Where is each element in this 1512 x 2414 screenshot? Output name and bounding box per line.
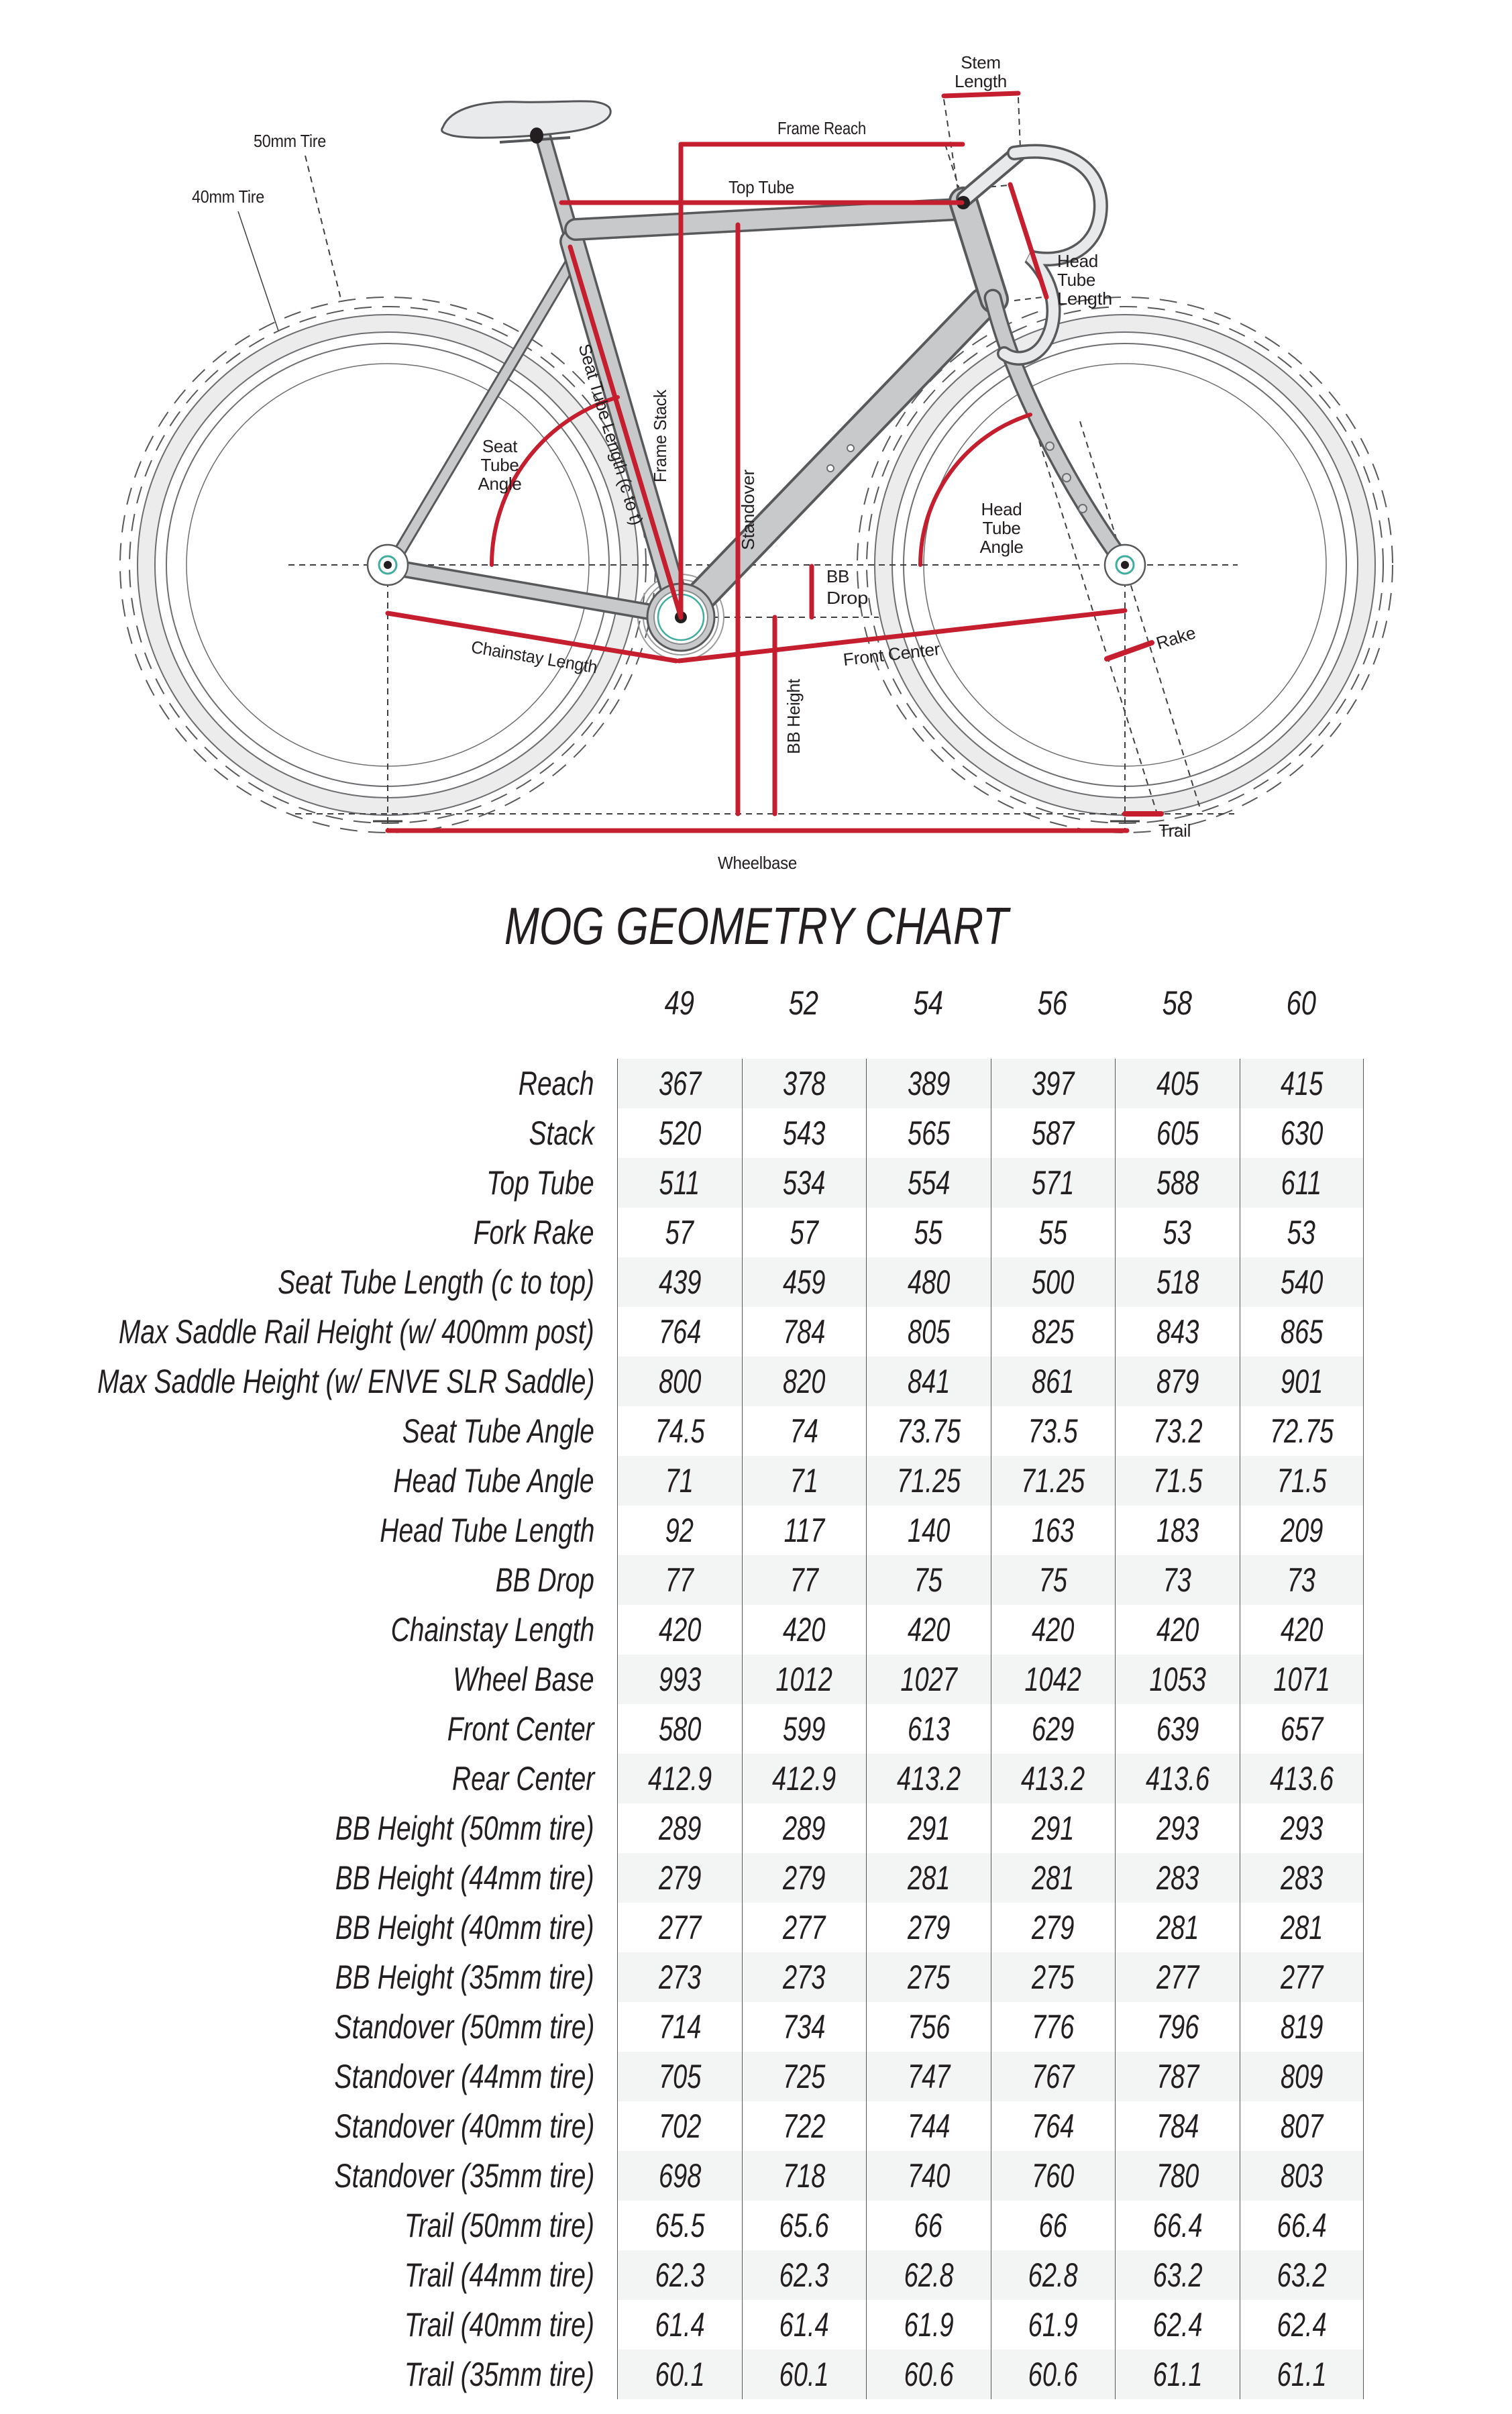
cell-value: 57: [742, 1208, 867, 1257]
table-row: [0, 1506, 1512, 1555]
cell-value: 289: [617, 1803, 742, 1853]
tire50-leader: [305, 156, 341, 301]
table-row: [0, 1406, 1512, 1456]
cell-value: 734: [742, 2002, 867, 2052]
cell-value: 63.2: [1115, 2250, 1240, 2300]
cell-value: 55: [991, 1208, 1116, 1257]
size-header: 49: [664, 984, 694, 1022]
cell-value: 776: [991, 2002, 1116, 2052]
cell-value: 639: [1115, 1704, 1240, 1754]
cell-value: 277: [742, 1903, 867, 1952]
cell-value: 291: [866, 1803, 991, 1853]
cell-value: 518: [1115, 1257, 1240, 1307]
cell-value: 62.3: [617, 2250, 742, 2300]
cell-value: 53: [1240, 1208, 1364, 1257]
cell-value: 275: [866, 1952, 991, 2002]
cell-value: 412.9: [742, 1754, 867, 1803]
cell-value: 511: [617, 1158, 742, 1208]
row-label: Max Saddle Height (w/ ENVE SLR Saddle): [97, 1363, 594, 1400]
table-row: [0, 1555, 1512, 1605]
table-row: [0, 2300, 1512, 2350]
cell-value: 787: [1115, 2052, 1240, 2101]
cell-value: 630: [1240, 1108, 1364, 1158]
tire40-leader: [238, 211, 278, 331]
cell-value: 275: [991, 1952, 1116, 2002]
cell-value: 66: [866, 2201, 991, 2250]
cell-value: 60.6: [991, 2350, 1116, 2399]
cell-value: 698: [617, 2151, 742, 2201]
size-header: 60: [1287, 984, 1317, 1022]
cell-value: 480: [866, 1257, 991, 1307]
cell-value: 819: [1240, 2002, 1364, 2052]
row-label: BB Height (44mm tire): [335, 1859, 594, 1897]
table-row: [0, 1059, 1512, 1108]
cell-value: 825: [991, 1307, 1116, 1357]
cell-value: 993: [617, 1655, 742, 1704]
cell-value: 367: [617, 1059, 742, 1108]
cell-value: 291: [991, 1803, 1116, 1853]
table-row: [0, 1952, 1512, 2002]
label-wheelbase: Wheelbase: [718, 853, 797, 873]
cell-value: 281: [1240, 1903, 1364, 1952]
cell-value: 279: [617, 1853, 742, 1903]
cell-value: 73.5: [991, 1406, 1116, 1456]
cell-value: 283: [1115, 1853, 1240, 1903]
rear-hub: [368, 545, 408, 585]
size-header: 54: [913, 984, 943, 1022]
table-row: [0, 1357, 1512, 1406]
cell-value: 744: [866, 2101, 991, 2151]
cell-value: 61.4: [617, 2300, 742, 2350]
row-label: Standover (35mm tire): [334, 2157, 594, 2195]
cell-value: 273: [617, 1952, 742, 2002]
size-header: 56: [1038, 984, 1068, 1022]
cell-value: 71.5: [1115, 1456, 1240, 1506]
cell-value: 277: [1115, 1952, 1240, 2002]
cell-value: 140: [866, 1506, 991, 1555]
row-label: Rear Center: [451, 1760, 594, 1797]
cell-value: 780: [1115, 2151, 1240, 2201]
cell-value: 293: [1240, 1803, 1364, 1853]
row-label: Trail (50mm tire): [404, 2207, 594, 2244]
table-row: [0, 1803, 1512, 1853]
cell-value: 73: [1115, 1555, 1240, 1605]
label-head-tube-angle-2: Tube: [982, 518, 1021, 538]
row-label: BB Height (50mm tire): [335, 1809, 594, 1847]
cell-value: 784: [1115, 2101, 1240, 2151]
cell-value: 62.8: [866, 2250, 991, 2300]
cell-value: 71.25: [991, 1456, 1116, 1506]
row-label: Seat Tube Length (c to top): [278, 1263, 594, 1301]
cell-value: 747: [866, 2052, 991, 2101]
cell-value: 718: [742, 2151, 867, 2201]
cell-value: 60.1: [742, 2350, 867, 2399]
cell-value: 420: [1240, 1605, 1364, 1655]
row-label: Trail (40mm tire): [404, 2306, 594, 2344]
cell-value: 71: [742, 1456, 867, 1506]
cell-value: 62.4: [1240, 2300, 1364, 2350]
cell-value: 571: [991, 1158, 1116, 1208]
cell-value: 73.2: [1115, 1406, 1240, 1456]
row-label: Head Tube Length: [379, 1512, 594, 1549]
cell-value: 611: [1240, 1158, 1364, 1208]
cell-value: 764: [617, 1307, 742, 1357]
label-head-tube-length-1: Head: [1057, 251, 1098, 271]
cell-value: 273: [742, 1952, 867, 2002]
saddle: [442, 101, 611, 138]
cell-value: 413.2: [991, 1754, 1116, 1803]
size-header: 58: [1162, 984, 1192, 1022]
cell-value: 405: [1115, 1059, 1240, 1108]
cell-value: 397: [991, 1059, 1116, 1108]
cell-value: 289: [742, 1803, 867, 1853]
cell-value: 66.4: [1115, 2201, 1240, 2250]
row-label: Chainstay Length: [390, 1611, 594, 1648]
cell-value: 57: [617, 1208, 742, 1257]
cell-value: 60.6: [866, 2350, 991, 2399]
label-stem-length-2: Length: [955, 71, 1007, 91]
cell-value: 74: [742, 1406, 867, 1456]
cell-value: 283: [1240, 1853, 1364, 1903]
bike-geometry-diagram: [0, 0, 1512, 896]
row-label: Wheel Base: [453, 1661, 594, 1698]
cell-value: 861: [991, 1357, 1116, 1406]
cell-value: 413.6: [1115, 1754, 1240, 1803]
label-front-center: Front Center: [842, 639, 940, 670]
table-row: [0, 1704, 1512, 1754]
table-row: [0, 1655, 1512, 1704]
cell-value: 73: [1240, 1555, 1364, 1605]
table-row: [0, 1903, 1512, 1952]
page-title: [0, 898, 1512, 954]
cell-value: 722: [742, 2101, 867, 2151]
cell-value: 75: [991, 1555, 1116, 1605]
cell-value: 807: [1240, 2101, 1364, 2151]
cell-value: 73.75: [866, 1406, 991, 1456]
label-rake: Rake: [1153, 622, 1198, 653]
label-chainstay-length: Chainstay Length: [470, 636, 604, 678]
row-label: Trail (35mm tire): [404, 2356, 594, 2393]
row-label: Standover (40mm tire): [334, 2107, 594, 2145]
label-stem-length: Stem: [961, 52, 1001, 72]
cell-value: 163: [991, 1506, 1116, 1555]
row-label: Standover (50mm tire): [334, 2008, 594, 2046]
cell-value: 71: [617, 1456, 742, 1506]
cell-value: 599: [742, 1704, 867, 1754]
cell-value: 92: [617, 1506, 742, 1555]
cell-value: 61.9: [866, 2300, 991, 2350]
cell-value: 809: [1240, 2052, 1364, 2101]
cell-value: 281: [1115, 1903, 1240, 1952]
cell-value: 61.9: [991, 2300, 1116, 2350]
diagram-labels: [192, 52, 1198, 873]
cell-value: 61.1: [1240, 2350, 1364, 2399]
cell-value: 293: [1115, 1803, 1240, 1853]
cell-value: 412.9: [617, 1754, 742, 1803]
cell-value: 117: [742, 1506, 867, 1555]
cell-value: 554: [866, 1158, 991, 1208]
cell-value: 55: [866, 1208, 991, 1257]
cell-value: 413.2: [866, 1754, 991, 1803]
cell-value: 725: [742, 2052, 867, 2101]
cell-value: 705: [617, 2052, 742, 2101]
cell-value: 420: [866, 1605, 991, 1655]
cell-value: 62.4: [1115, 2300, 1240, 2350]
cell-value: 420: [617, 1605, 742, 1655]
cell-value: 500: [991, 1257, 1116, 1307]
table-row: [0, 2052, 1512, 2101]
table-row: [0, 2350, 1512, 2399]
label-head-tube-angle-1: Head: [981, 499, 1022, 519]
cell-value: 796: [1115, 2002, 1240, 2052]
label-seat-tube-angle-2: Tube: [480, 455, 519, 475]
cell-value: 764: [991, 2101, 1116, 2151]
cell-value: 459: [742, 1257, 867, 1307]
cell-value: 1027: [866, 1655, 991, 1704]
cell-value: 413.6: [1240, 1754, 1364, 1803]
table-row: [0, 2250, 1512, 2300]
label-trail: Trail: [1158, 821, 1191, 841]
label-frame-stack: Frame Stack: [650, 385, 670, 482]
cell-value: 62.8: [991, 2250, 1116, 2300]
label-head-tube-length-3: Length: [1057, 288, 1112, 309]
cell-value: 580: [617, 1704, 742, 1754]
cell-value: 209: [1240, 1506, 1364, 1555]
label-top-tube: Top Tube: [728, 177, 794, 197]
cell-value: 420: [1115, 1605, 1240, 1655]
cell-value: 415: [1240, 1059, 1364, 1108]
cell-value: 279: [866, 1903, 991, 1952]
cell-value: 279: [991, 1903, 1116, 1952]
row-label: Stack: [529, 1114, 594, 1152]
cell-value: 843: [1115, 1307, 1240, 1357]
row-label: Head Tube Angle: [393, 1462, 594, 1500]
cell-value: 77: [617, 1555, 742, 1605]
row-label: Fork Rake: [474, 1214, 594, 1251]
table-row: [0, 1605, 1512, 1655]
size-header: 52: [789, 984, 819, 1022]
cell-value: 629: [991, 1704, 1116, 1754]
cell-value: 277: [617, 1903, 742, 1952]
row-label: Top Tube: [486, 1164, 594, 1202]
label-standover: Standover: [738, 472, 758, 550]
cell-value: 540: [1240, 1257, 1364, 1307]
cell-value: 66.4: [1240, 2201, 1364, 2250]
row-label: Max Saddle Rail Height (w/ 400mm post): [119, 1313, 594, 1351]
cell-value: 1053: [1115, 1655, 1240, 1704]
label-tire-40: 40mm Tire: [192, 187, 264, 207]
cell-value: 72.75: [1240, 1406, 1364, 1456]
cell-value: 587: [991, 1108, 1116, 1158]
cell-value: 279: [742, 1853, 867, 1903]
cell-value: 702: [617, 2101, 742, 2151]
cell-value: 784: [742, 1307, 867, 1357]
cell-value: 60.1: [617, 2350, 742, 2399]
cell-value: 71.25: [866, 1456, 991, 1506]
label-tire-50: 50mm Tire: [254, 131, 326, 151]
cell-value: 520: [617, 1108, 742, 1158]
geometry-table: [0, 1059, 1512, 2399]
cell-value: 714: [617, 2002, 742, 2052]
cell-value: 534: [742, 1158, 867, 1208]
cell-value: 1012: [742, 1655, 867, 1704]
cell-value: 820: [742, 1357, 867, 1406]
label-seat-tube-length: Seat Tube Length (c to t): [574, 341, 647, 527]
table-row: [0, 2151, 1512, 2201]
cell-value: 1042: [991, 1655, 1116, 1704]
cell-value: 65.5: [617, 2201, 742, 2250]
table-row: [0, 1853, 1512, 1903]
cell-value: 75: [866, 1555, 991, 1605]
label-frame-reach: Frame Reach: [777, 118, 866, 138]
label-head-tube-length-2: Tube: [1057, 270, 1096, 290]
cell-value: 605: [1115, 1108, 1240, 1158]
cell-value: 71.5: [1240, 1456, 1364, 1506]
row-label: Trail (44mm tire): [404, 2256, 594, 2294]
cell-value: 760: [991, 2151, 1116, 2201]
cell-value: 77: [742, 1555, 867, 1605]
cell-value: 281: [991, 1853, 1116, 1903]
cell-value: 803: [1240, 2151, 1364, 2201]
cell-value: 756: [866, 2002, 991, 2052]
cell-value: 800: [617, 1357, 742, 1406]
table-row: [0, 1307, 1512, 1357]
label-seat-tube-angle-3: Angle: [478, 474, 522, 494]
table-row: [0, 1257, 1512, 1307]
cell-value: 439: [617, 1257, 742, 1307]
table-row: [0, 1754, 1512, 1803]
cell-value: 61.1: [1115, 2350, 1240, 2399]
label-bb-height: BB Height: [784, 677, 804, 754]
cell-value: 767: [991, 2052, 1116, 2101]
row-label: BB Height (35mm tire): [335, 1958, 594, 1996]
label-bb-drop-2: Drop: [826, 588, 868, 608]
cell-value: 65.6: [742, 2201, 867, 2250]
cell-value: 901: [1240, 1357, 1364, 1406]
row-label: BB Height (40mm tire): [335, 1909, 594, 1946]
cell-value: 281: [866, 1853, 991, 1903]
cell-value: 389: [866, 1059, 991, 1108]
cell-value: 277: [1240, 1952, 1364, 2002]
label-seat-tube-angle-1: Seat: [482, 436, 518, 456]
table-row: [0, 2201, 1512, 2250]
row-label: BB Drop: [495, 1561, 594, 1599]
row-label: Standover (44mm tire): [334, 2058, 594, 2095]
cell-value: 183: [1115, 1506, 1240, 1555]
cell-value: 588: [1115, 1158, 1240, 1208]
table-row: [0, 1208, 1512, 1257]
row-label: Front Center: [447, 1710, 594, 1748]
table-row: [0, 1158, 1512, 1208]
label-bb-drop-1: BB: [826, 566, 850, 586]
table-row: [0, 1456, 1512, 1506]
size-header-row: [617, 974, 1364, 1032]
cell-value: 805: [866, 1307, 991, 1357]
cell-value: 66: [991, 2201, 1116, 2250]
cell-value: 61.4: [742, 2300, 867, 2350]
row-label: Reach: [519, 1065, 594, 1102]
table-row: [0, 2002, 1512, 2052]
cell-value: 63.2: [1240, 2250, 1364, 2300]
cell-value: 420: [742, 1605, 867, 1655]
cell-value: 613: [866, 1704, 991, 1754]
cell-value: 62.3: [742, 2250, 867, 2300]
cell-value: 879: [1115, 1357, 1240, 1406]
table-row: [0, 2101, 1512, 2151]
cell-value: 565: [866, 1108, 991, 1158]
cell-value: 657: [1240, 1704, 1364, 1754]
table-row: [0, 1108, 1512, 1158]
cell-value: 865: [1240, 1307, 1364, 1357]
cell-value: 53: [1115, 1208, 1240, 1257]
row-label: Seat Tube Angle: [402, 1412, 594, 1450]
cell-value: 378: [742, 1059, 867, 1108]
cell-value: 740: [866, 2151, 991, 2201]
cell-value: 420: [991, 1605, 1116, 1655]
cell-value: 841: [866, 1357, 991, 1406]
cell-value: 543: [742, 1108, 867, 1158]
front-hub: [1105, 545, 1145, 585]
label-head-tube-angle-3: Angle: [979, 537, 1024, 557]
cell-value: 74.5: [617, 1406, 742, 1456]
cell-value: 1071: [1240, 1655, 1364, 1704]
page-title-text: MOG GEOMETRY CHART: [504, 896, 1008, 955]
